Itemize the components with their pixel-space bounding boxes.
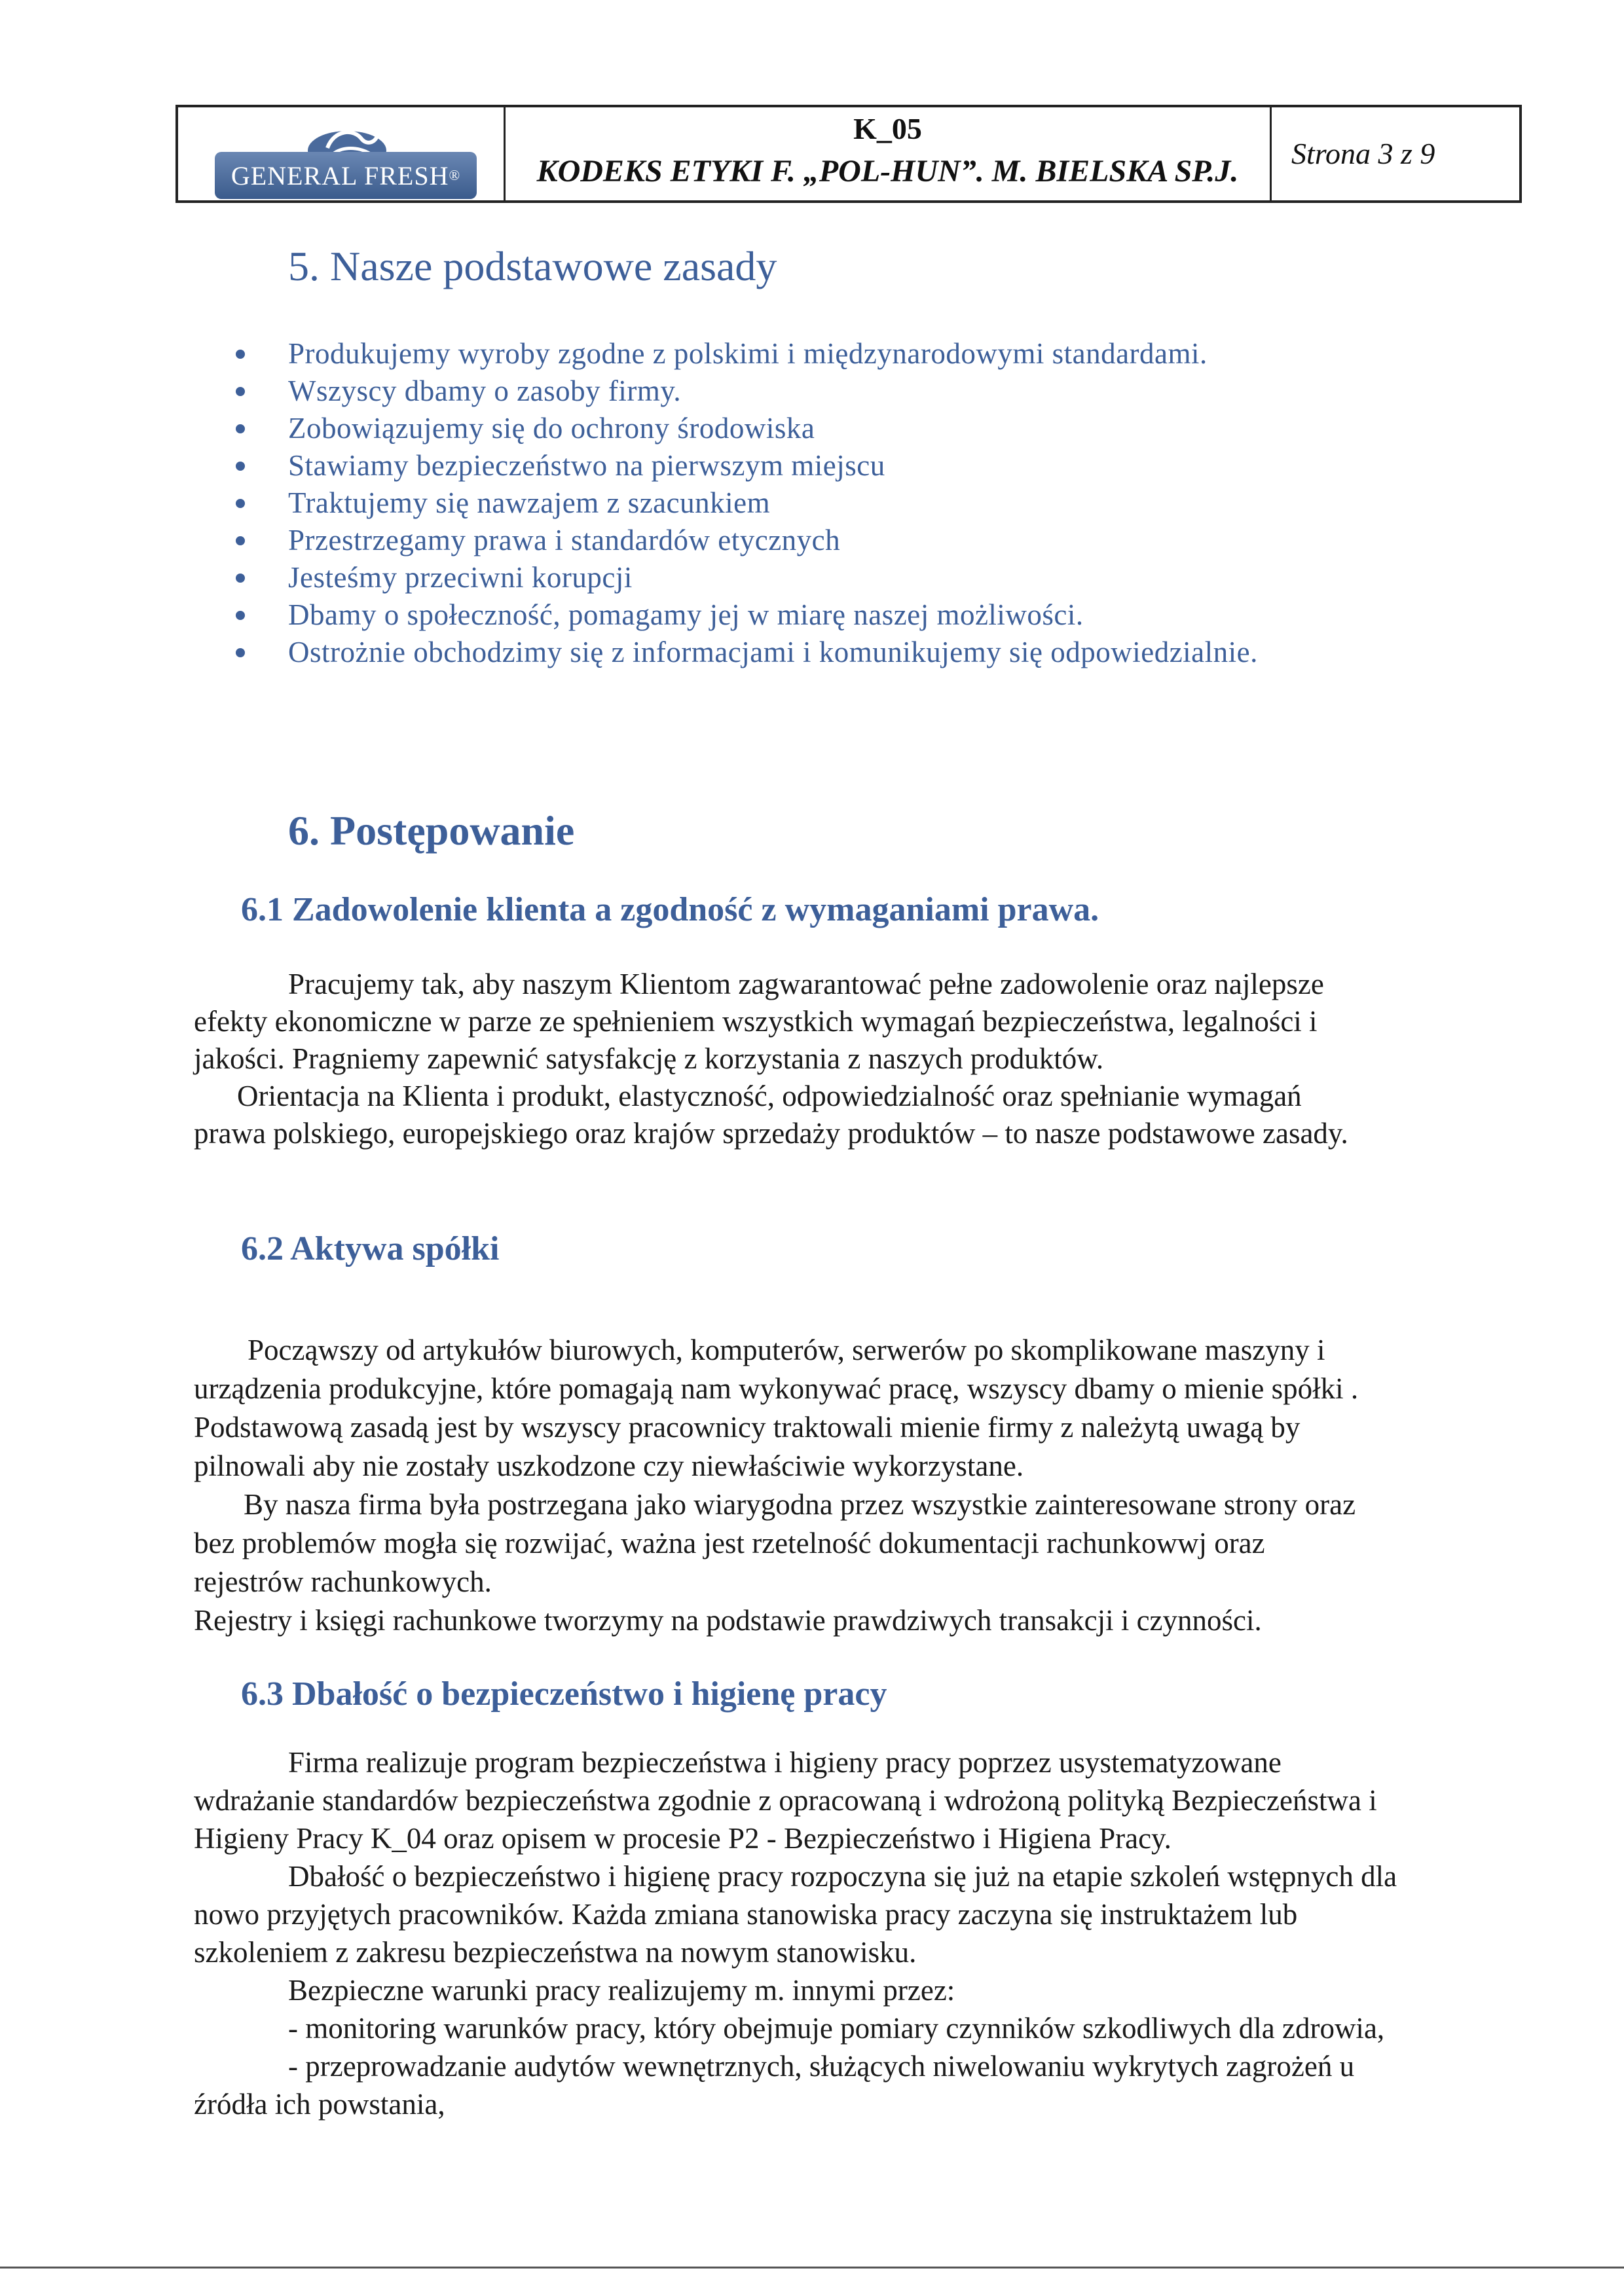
paragraph-line: By nasza firma była postrzegana jako wiarygodna przez wszystkie zainteresowane strony oraz: [244, 1488, 1356, 1521]
list-item-text: Przestrzegamy prawa i standardów etycznych: [288, 524, 841, 556]
page-number: Strona 3 z 9: [1291, 137, 1435, 170]
section-5-heading: 5. Nasze podstawowe zasady: [288, 243, 777, 289]
bullet-icon: [236, 499, 245, 508]
document-code: K_05: [853, 112, 922, 145]
paragraph-line: - monitoring warunków pracy, który obejmuje pomiary czynników szkodliwych dla zdrowia,: [288, 2012, 1385, 2045]
paragraph-line: jakości. Pragniemy zapewnić satysfakcję z korzystania z naszych produktów.: [194, 1042, 1104, 1075]
section-6-heading: 6. Postępowanie: [288, 807, 575, 854]
header-logo-cell: [178, 107, 506, 200]
paragraph-line: wdrażanie standardów bezpieczeństwa zgodnie z opracowaną i wdrożoną polityką Bezpieczeństwa i: [194, 1784, 1377, 1817]
paragraph-line: efekty ekonomiczne w parze ze spełnieniem wszystkich wymagań bezpieczeństwa, legalności i: [194, 1005, 1318, 1038]
registered-mark: ®: [449, 167, 461, 183]
document-header: [175, 105, 1522, 203]
list-item: [223, 559, 1258, 596]
list-item: [223, 596, 1258, 634]
list-item-text: Stawiamy bezpieczeństwo na pierwszym miejscu: [288, 449, 885, 482]
bullet-icon: [236, 574, 245, 583]
paragraph-line: prawa polskiego, europejskiego oraz krajów sprzedaży produktów – to nasze podstawowe zasady.: [194, 1117, 1348, 1150]
bullet-icon: [236, 611, 245, 620]
bullet-icon: [236, 462, 245, 471]
list-item: [223, 410, 1258, 447]
list-item: [223, 373, 1258, 410]
paragraph-line: Higieny Pracy K_04 oraz opisem w procesie P2 - Bezpieczeństwo i Higiena Pracy.: [194, 1822, 1172, 1855]
footer-divider: [0, 2267, 1624, 2269]
list-item: [223, 522, 1258, 559]
bullet-icon: [236, 387, 245, 396]
paragraph-line: rejestrów rachunkowych.: [194, 1565, 492, 1598]
paragraph-line: nowo przyjętych pracowników. Każda zmiana stanowiska pracy zaczyna się instruktażem lub: [194, 1898, 1298, 1931]
paragraph-line: urządzenia produkcyjne, które pomagają nam wykonywać pracę, wszyscy dbamy o mienie spółki .: [194, 1372, 1359, 1405]
header-page-cell: [1272, 107, 1519, 200]
paragraph-line: Bezpieczne warunki pracy realizujemy m. innymi przez:: [288, 1974, 955, 2007]
bullet-icon: [236, 424, 245, 433]
section-6-2-heading: 6.2 Aktywa spółki: [241, 1230, 500, 1267]
list-item-text: Traktujemy się nawzajem z szacunkiem: [288, 486, 771, 519]
list-item-text: Dbamy o społeczność, pomagamy jej w miarę naszej możliwości.: [288, 598, 1084, 631]
list-item-text: Produkujemy wyroby zgodne z polskimi i międzynarodowymi standardami.: [288, 337, 1208, 370]
paragraph-line: Rejestry i księgi rachunkowe tworzymy na podstawie prawdziwych transakcji i czynności.: [194, 1604, 1262, 1637]
list-item: [223, 484, 1258, 522]
list-item-text: Zobowiązujemy się do ochrony środowiska: [288, 412, 815, 445]
paragraph-line: pilnowali aby nie zostały uszkodzone czy niewłaściwie wykorzystane.: [194, 1449, 1024, 1482]
paragraph-line: Orientacja na Klienta i produkt, elastyczność, odpowiedzialność oraz spełnianie wymagań: [237, 1080, 1302, 1112]
list-item: [223, 447, 1258, 484]
list-item-text: Ostrożnie obchodzimy się z informacjami i komunikujemy się odpowiedzialnie.: [288, 636, 1258, 668]
paragraph-line: - przeprowadzanie audytów wewnętrznych, służących niwelowaniu wykrytych zagrożeń u: [288, 2050, 1355, 2083]
list-item-text: Jesteśmy przeciwni korupcji: [288, 561, 633, 594]
section-6-3-heading: 6.3 Dbałość o bezpieczeństwo i higienę pracy: [241, 1675, 887, 1713]
brand-logo: [215, 152, 477, 199]
paragraph-line: Firma realizuje program bezpieczeństwa i higieny pracy poprzez usystematyzowane: [288, 1746, 1282, 1779]
section-6-1-heading: 6.1 Zadowolenie klienta a zgodność z wymaganiami prawa.: [241, 891, 1099, 928]
paragraph-line: źródła ich powstania,: [194, 2088, 445, 2121]
paragraph-line: Pracujemy tak, aby naszym Klientom zagwarantować pełne zadowolenie oraz najlepsze: [288, 968, 1324, 1000]
paragraph-line: Podstawową zasadą jest by wszyscy pracownicy traktowali mienie firmy z należytą uwagą by: [194, 1411, 1301, 1444]
list-item-text: Wszyscy dbamy o zasoby firmy.: [288, 374, 682, 407]
bullet-icon: [236, 536, 245, 545]
header-title-cell: [506, 107, 1272, 200]
bullet-icon: [236, 648, 245, 657]
paragraph-line: Dbałość o bezpieczeństwo i higienę pracy rozpoczyna się już na etapie szkoleń wstępnych dla: [288, 1860, 1397, 1893]
list-item: [223, 634, 1258, 671]
paragraph-line: bez problemów mogła się rozwijać, ważna jest rzetelność dokumentacji rachunkowwj oraz: [194, 1527, 1265, 1559]
document-title: KODEKS ETYKI F. „POL-HUN”. M. BIELSKA SP.J.: [536, 154, 1239, 189]
list-item: [223, 335, 1258, 373]
paragraph-line: szkoleniem z zakresu bezpieczeństwa na nowym stanowisku.: [194, 1936, 917, 1969]
principles-list: [223, 335, 1258, 671]
bullet-icon: [236, 350, 245, 359]
brand-logo-text: GENERAL FRESH: [231, 160, 449, 191]
paragraph-line: Począwszy od artykułów biurowych, komputerów, serwerów po skomplikowane maszyny i: [248, 1334, 1325, 1366]
